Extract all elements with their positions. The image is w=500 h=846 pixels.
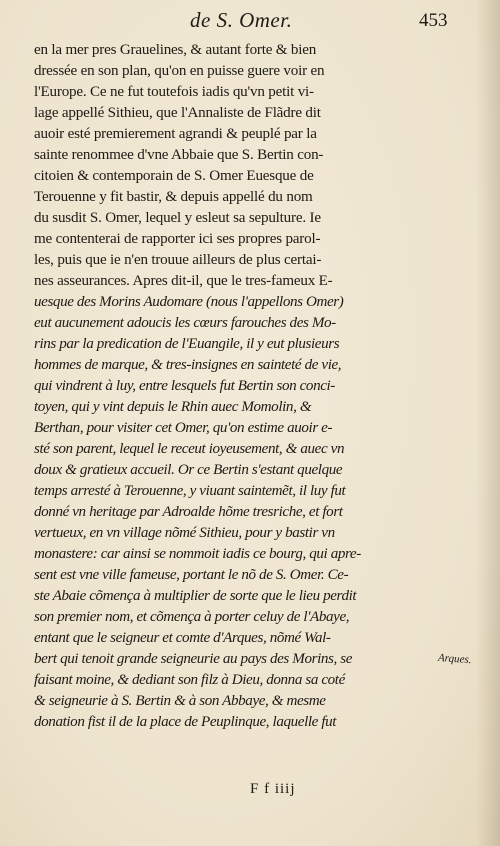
text-line: entant que le seigneur et comte d'Arques, nõmé Wal- xyxy=(34,630,331,646)
text-line: toyen, qui y vint depuis le Rhin auec Momolin, & xyxy=(34,399,312,415)
text-line: lage appellé Sithieu, que l'Annaliste de Flãdre dit xyxy=(34,105,321,121)
text-line: eut aucunement adoucis les cœurs farouches des Mo- xyxy=(34,315,336,331)
text-line: sent est vne ville fameuse, portant le nõ de S. Omer. Ce- xyxy=(34,567,349,583)
text-line: sainte renommee d'vne Abbaie que S. Bertin con- xyxy=(34,147,324,163)
text-line: les, puis que ie n'en trouue ailleurs de plus certai- xyxy=(34,252,322,268)
text-line: donné vn heritage par Adroalde hõme tresriche, et fort xyxy=(34,504,343,520)
text-line: faisant moine, & dediant son filz à Dieu, donna sa coté xyxy=(34,672,345,688)
text-line: sté son parent, lequel le receut ioyeusement, & auec vn xyxy=(34,441,345,457)
text-line: hommes de marque, & tres-insignes en sainteté de vie, xyxy=(34,357,342,373)
text-line: temps arresté à Terouenne, y viuant saintemẽt, il luy fut xyxy=(34,483,346,499)
gutter-shade xyxy=(476,0,500,846)
text-line: citoien & contemporain de S. Omer Euesque de xyxy=(34,168,314,184)
text-line: bert qui tenoit grande seigneurie au pays des Morins, se xyxy=(34,651,353,667)
text-line: uesque des Morins Audomare (nous l'appellons Omer) xyxy=(34,294,344,310)
text-line: l'Europe. Ce ne fut toutefois iadis qu'vn petit vi- xyxy=(34,84,314,100)
body-text xyxy=(34,40,424,733)
text-line: en la mer pres Grauelines, & autant forte & bien xyxy=(34,42,317,58)
text-line: qui vindrent à luy, entre lesquels fut Bertin son conci- xyxy=(34,378,335,394)
text-line: vertueux, en vn village nõmé Sithieu, pour y bastir vn xyxy=(34,525,335,541)
text-line: donation fist il de la place de Peuplinque, laquelle fut xyxy=(34,714,337,730)
text-line: doux & gratieux accueil. Or ce Bertin s'estant quelque xyxy=(34,462,343,478)
text-line: Terouenne y fit bastir, & depuis appellé du nom xyxy=(34,189,313,205)
page-number: 453 xyxy=(419,10,448,31)
text-line: rins par la predication de l'Euangile, il y eut plusieurs xyxy=(34,336,340,352)
text-line: du susdit S. Omer, lequel y esleut sa sepulture. Ie xyxy=(34,210,321,226)
margin-note: Arques. xyxy=(437,651,472,667)
text-line: monastere: car ainsi se nommoit iadis ce bourg, qui apre- xyxy=(34,546,361,562)
running-head xyxy=(0,6,500,36)
text-line: nes asseurances. Apres dit-il, que le tres-fameux E- xyxy=(34,273,333,289)
text-line: & seigneurie à S. Bertin & à son Abbaye, & mesme xyxy=(34,693,326,709)
text-line: dressée en son plan, qu'on en puisse guere voir en xyxy=(34,63,325,79)
text-line: Berthan, pour visiter cet Omer, qu'on estime auoir e- xyxy=(34,420,333,436)
text-line: me contenterai de rapporter ici ses propres parol- xyxy=(34,231,321,247)
text-line: son premier nom, et cõmença à porter celuy de l'Abaye, xyxy=(34,609,350,625)
text-line: ste Abaie cõmença à multiplier de sorte que le lieu perdit xyxy=(34,588,357,604)
signature-mark: F f iiij xyxy=(250,781,296,797)
running-title: de S. Omer. xyxy=(190,8,293,32)
text-line: auoir esté premierement agrandi & peuplé par la xyxy=(34,126,317,142)
